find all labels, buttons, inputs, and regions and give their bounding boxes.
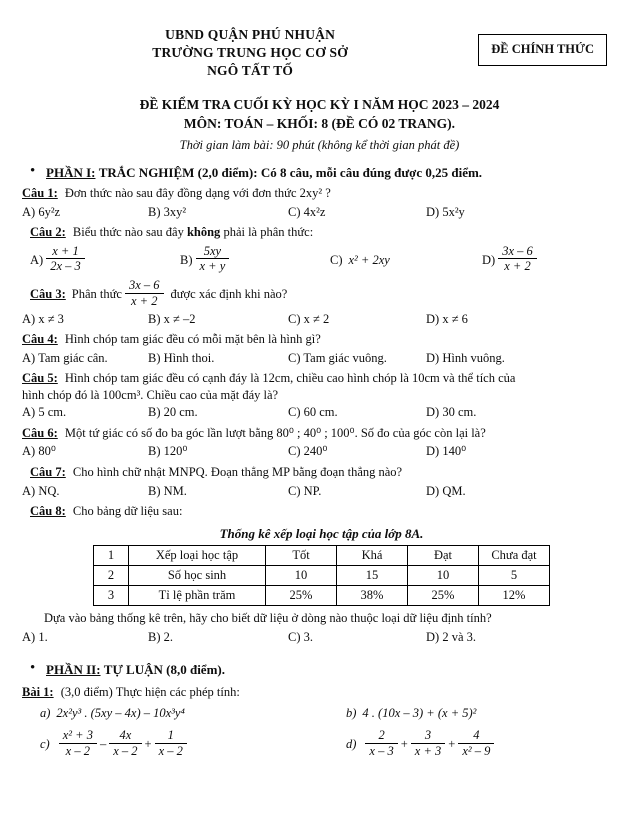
- question-6-answers: [22, 443, 621, 461]
- expression-d: [340, 729, 621, 759]
- answer-option: C) x ≠ 2: [288, 311, 330, 326]
- answer-tag: A): [30, 252, 44, 267]
- cell: Đạt: [408, 545, 479, 565]
- denominator: x + y: [196, 258, 230, 274]
- question-6-label: Câu 6:: [22, 425, 58, 440]
- bullet-icon: •: [30, 162, 36, 179]
- exam-title-block: [0, 95, 639, 154]
- question-2-label: Câu 2:: [30, 225, 66, 240]
- authority-line: UBND QUẬN PHÚ NHUẬN: [165, 27, 336, 42]
- question-6: [22, 425, 621, 443]
- answer-option: A) 5 cm.: [22, 405, 67, 420]
- denominator: x – 2: [155, 743, 187, 759]
- part-1-text: TRẮC NGHIỆM (2,0 điểm): Có 8 câu, mỗi câu đúng được 0,25 điểm.: [98, 164, 483, 180]
- fraction: [498, 244, 537, 274]
- question-5-text-line1: Hình chóp tam giác đều có cạnh đáy là 12cm, chiều cao hình chóp là 10cm và thể tích của: [64, 371, 516, 386]
- numerator: 2: [378, 728, 385, 743]
- answer-option: A) 80⁰: [22, 444, 56, 459]
- numerator: 3x – 6: [128, 278, 160, 293]
- question-2-answers: [22, 245, 621, 275]
- school-name-line: NGÔ TẤT TỐ: [207, 63, 294, 79]
- answer-option: D) 140⁰: [426, 444, 467, 459]
- exam-duration: Thời gian làm bài: 90 phút (không kể thời gian phát đề): [179, 137, 460, 152]
- question-2: [22, 224, 621, 242]
- answer-tag: D): [482, 252, 496, 267]
- school-type-line: TRƯỜNG TRUNG HỌC CƠ SỞ: [152, 45, 348, 61]
- numerator: x² + 3: [62, 728, 93, 743]
- fraction: [59, 728, 97, 758]
- numerator: 1: [167, 728, 174, 743]
- question-4-label: Câu 4:: [22, 332, 58, 347]
- denominator: 2x – 3: [46, 258, 85, 274]
- answer-option: A) 6y²z: [22, 204, 61, 219]
- question-7: [22, 464, 621, 482]
- bullet-icon: •: [30, 660, 36, 677]
- answer-option: C) 3.: [288, 629, 313, 644]
- question-5-label: Câu 5:: [22, 371, 58, 386]
- answer-option: C) 4x²z: [288, 204, 326, 219]
- cell: 10: [266, 565, 337, 585]
- cell: 25%: [408, 585, 479, 605]
- bai-1-row-ab: [22, 706, 621, 721]
- row-label: Xếp loại học tập: [129, 545, 266, 565]
- bai-1-label: Bài 1:: [22, 685, 54, 700]
- answer-option: A) x ≠ 3: [22, 311, 64, 326]
- answer-tag: B): [180, 252, 193, 267]
- statistics-table: [93, 545, 550, 606]
- expression-letter: d): [346, 737, 357, 752]
- school-block: [22, 26, 478, 81]
- question-8-text: Cho bảng dữ liệu sau:: [72, 504, 183, 519]
- denominator: x – 3: [365, 743, 397, 759]
- fraction: [411, 728, 445, 758]
- question-4-answers: [22, 350, 621, 368]
- answer-option: C) 60 cm.: [288, 405, 338, 420]
- question-3: [22, 279, 621, 309]
- answer-option: D) 2 và 3.: [426, 629, 476, 644]
- operator: +: [448, 737, 456, 752]
- question-2-text-pre: Biểu thức nào sau đây: [72, 225, 187, 240]
- exam-subject: MÔN: TOÁN – KHỐI: 8 (ĐỀ CÓ 02 TRANG).: [183, 116, 456, 132]
- part-2-text: TỰ LUẬN (8,0 điểm).: [103, 662, 225, 678]
- question-3-answers: [22, 311, 621, 329]
- numerator: 3: [424, 728, 432, 743]
- cell: 5: [479, 565, 550, 585]
- answer-option: B) 2.: [148, 629, 173, 644]
- expression-body: 2x²y³ . (5xy – 4x) – 10x³y⁴: [56, 706, 185, 721]
- answer-option: B) NM.: [148, 483, 187, 498]
- fraction: [125, 278, 164, 308]
- answer-option: [330, 253, 482, 268]
- denominator: x² – 9: [458, 743, 494, 759]
- fraction: [196, 244, 230, 274]
- answer-option: B) Hình thoi.: [148, 350, 215, 365]
- numerator: 4: [473, 728, 480, 743]
- question-8-answers: [22, 629, 621, 647]
- cell: Khá: [337, 545, 408, 565]
- operator: +: [144, 737, 152, 752]
- fraction: [365, 728, 397, 758]
- expression-letter: c): [40, 737, 50, 752]
- numerator: 3x – 6: [502, 243, 533, 258]
- numerator: 5xy: [203, 243, 222, 258]
- answer-expression: x² + 2xy: [348, 252, 390, 267]
- cell: Tốt: [266, 545, 337, 565]
- question-3-label: Câu 3:: [30, 286, 66, 301]
- answer-option: B) 3xy²: [148, 204, 187, 219]
- question-7-label: Câu 7:: [30, 464, 66, 479]
- expression-a: [22, 706, 340, 721]
- expression-b: [340, 706, 621, 721]
- fraction: [155, 728, 187, 758]
- table-row: [94, 585, 550, 605]
- expression-letter: a): [40, 706, 51, 721]
- question-8-label: Câu 8:: [30, 504, 66, 519]
- row-label: Tỉ lệ phần trăm: [129, 585, 266, 605]
- answer-option: B) 20 cm.: [148, 405, 198, 420]
- fraction: [109, 728, 141, 758]
- answer-tag: C): [330, 252, 343, 267]
- question-1-answers: [22, 204, 621, 222]
- answer-option: C) 240⁰: [288, 444, 328, 459]
- answer-option: C) Tam giác vuông.: [288, 350, 387, 365]
- row-label: Số học sinh: [129, 565, 266, 585]
- table-question-note: Dựa vào bảng thống kê trên, hãy cho biết dữ liệu ở dòng nào thuộc loại dữ liệu định tính?: [44, 610, 492, 625]
- bai-1-text: (3,0 điểm) Thực hiện các phép tính:: [60, 685, 240, 700]
- part-1-label: PHẦN I:: [46, 164, 96, 180]
- exam-title: ĐỀ KIỂM TRA CUỐI KỲ HỌC KỲ I NĂM HỌC 2023 – 2024: [139, 96, 500, 112]
- question-2-text-bold: không: [186, 225, 221, 240]
- answer-option: C) NP.: [288, 483, 322, 498]
- row-index: 2: [94, 565, 129, 585]
- question-4: [22, 331, 621, 349]
- question-3-text-post: được xác định khi nào?: [170, 286, 288, 301]
- question-5-text-line2: hình chóp đó là 100cm³. Chiều cao của mặt đáy là?: [22, 388, 279, 403]
- table-title: Thống kê xếp loại học tập của lớp 8A.: [219, 525, 424, 541]
- question-1-text: Đơn thức nào sau đây đồng dạng với đơn thức 2xy² ?: [64, 185, 331, 200]
- official-stamp: ĐỀ CHÍNH THỨC: [478, 34, 607, 66]
- denominator: x + 2: [125, 293, 164, 309]
- question-7-text: Cho hình chữ nhật MNPQ. Đoạn thẳng MP bằng đoạn thẳng nào?: [72, 464, 403, 479]
- answer-option: [482, 245, 621, 275]
- cell: 12%: [479, 585, 550, 605]
- answer-option: [180, 245, 330, 275]
- question-5-answers: [22, 404, 621, 422]
- part-2-heading: [22, 662, 621, 678]
- table-row: [94, 545, 550, 565]
- part-1-heading: [22, 162, 621, 181]
- expression-c: [22, 729, 340, 759]
- table-row: [94, 565, 550, 585]
- denominator: x + 3: [411, 743, 445, 759]
- bai-1: [22, 685, 621, 700]
- answer-option: A) NQ.: [22, 483, 60, 498]
- cell: Chưa đạt: [479, 545, 550, 565]
- question-4-text: Hình chóp tam giác đều có mỗi mặt bên là hình gì?: [64, 332, 321, 347]
- operator: +: [400, 737, 408, 752]
- expression-letter: b): [346, 706, 357, 721]
- fraction: [458, 728, 494, 758]
- answer-option: D) x ≠ 6: [426, 311, 468, 326]
- expression-body: 4 . (10x – 3) + (x + 5)²: [362, 706, 477, 721]
- answer-option: D) 5x²y: [426, 204, 465, 219]
- answer-option: [22, 245, 180, 275]
- answer-option: A) Tam giác cân.: [22, 350, 108, 365]
- cell: 15: [337, 565, 408, 585]
- row-index: 1: [94, 545, 129, 565]
- cell: 38%: [337, 585, 408, 605]
- fraction: [46, 244, 85, 274]
- answer-option: B) 120⁰: [148, 444, 188, 459]
- question-5: [22, 370, 621, 388]
- denominator: x – 2: [109, 743, 141, 759]
- answer-option: D) QM.: [426, 483, 466, 498]
- bai-1-row-cd: [22, 729, 621, 759]
- question-1: [22, 185, 621, 203]
- numerator: 4x: [119, 728, 132, 743]
- cell: 10: [408, 565, 479, 585]
- denominator: x – 2: [59, 743, 97, 759]
- question-1-label: Câu 1:: [22, 185, 58, 200]
- denominator: x + 2: [498, 258, 537, 274]
- question-3-text-pre: Phân thức: [71, 286, 122, 301]
- numerator: x + 1: [52, 243, 79, 258]
- answer-option: B) x ≠ –2: [148, 311, 196, 326]
- question-6-text: Một tứ giác có số đo ba góc lần lượt bằng 80⁰ ; 40⁰ ; 100⁰. Số đo của góc còn lại là?: [64, 425, 486, 440]
- operator: –: [99, 737, 107, 752]
- answer-option: D) Hình vuông.: [426, 350, 505, 365]
- question-2-text-post: phải là phân thức:: [220, 225, 314, 240]
- document-header: [0, 0, 639, 81]
- part-2-label: PHẦN II:: [46, 662, 101, 678]
- exam-content: [0, 162, 639, 760]
- cell: 25%: [266, 585, 337, 605]
- answer-option: D) 30 cm.: [426, 405, 477, 420]
- question-8: [22, 503, 621, 521]
- row-index: 3: [94, 585, 129, 605]
- answer-option: A) 1.: [22, 629, 48, 644]
- question-7-answers: [22, 483, 621, 501]
